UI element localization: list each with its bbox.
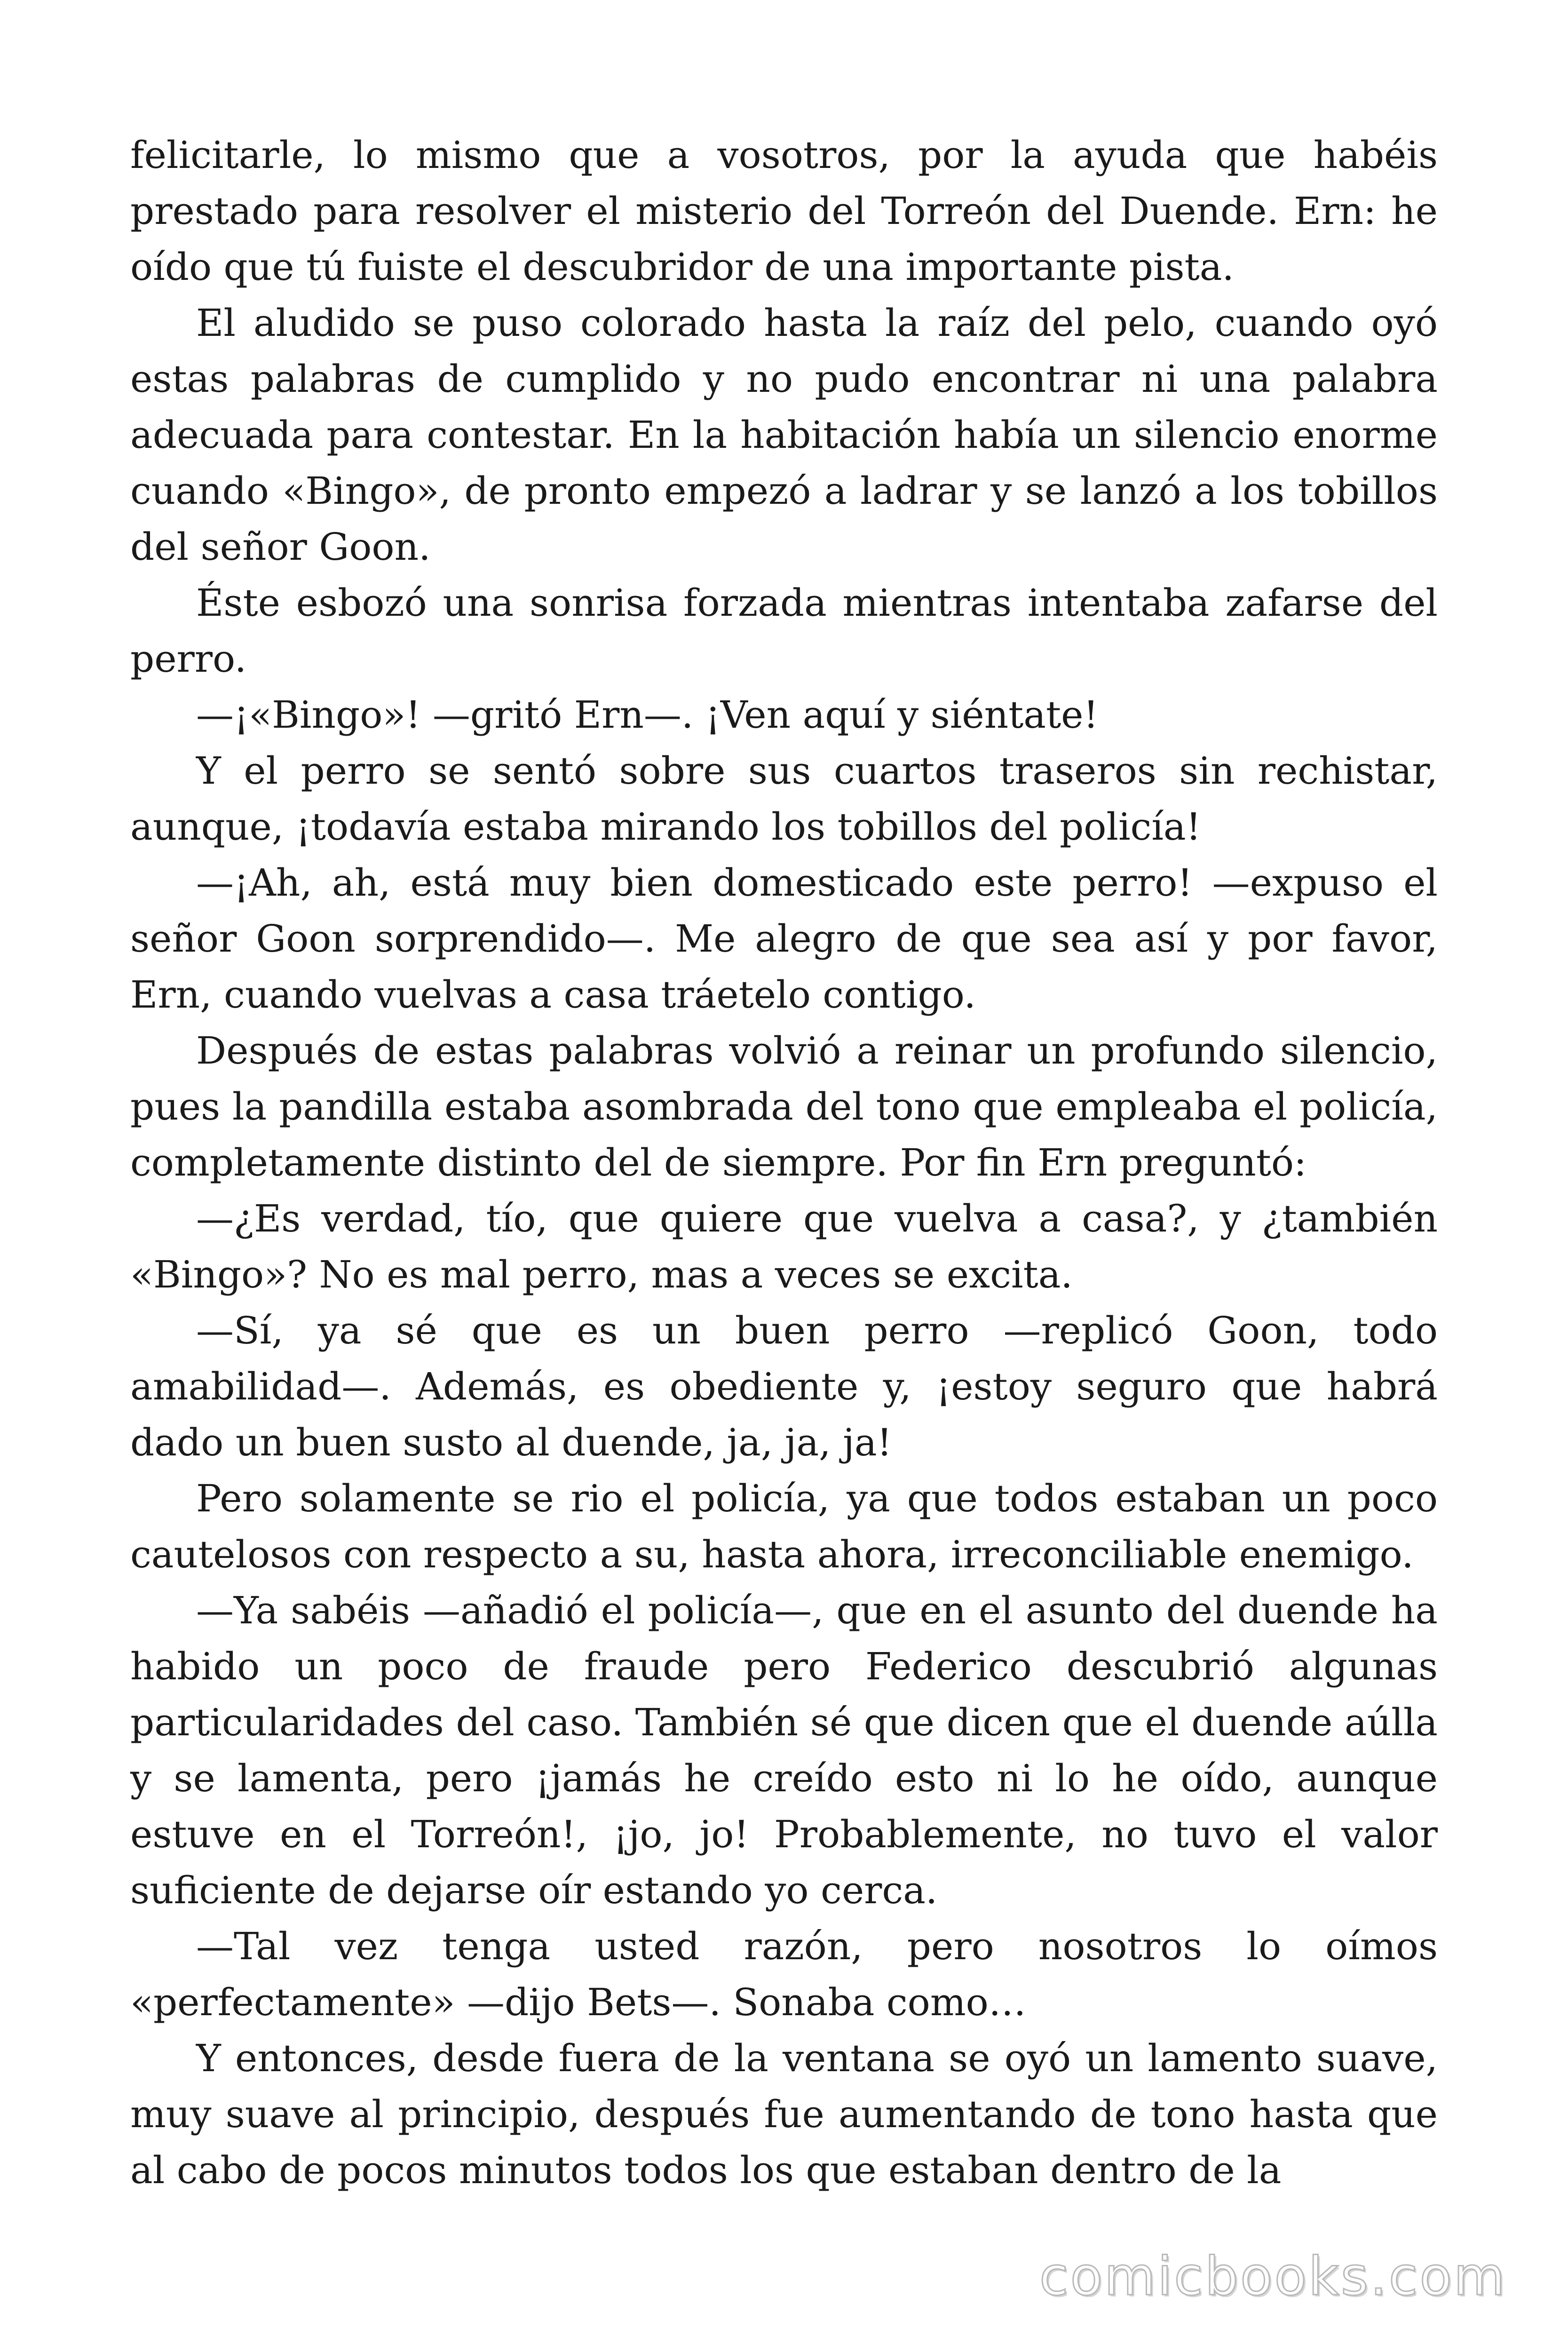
paragraph-9: —Sí, ya sé que es un buen perro —replicó Goon, todo amabilidad—. Además, es obediente y, ¡estoy seguro que habrá dado un buen susto al duende, ja, ja, ja! — [130, 1309, 1438, 1464]
watermark: comicbooks.com — [1039, 2246, 1507, 2307]
paragraph-13: Y entonces, desde fuera de la ventana se oyó un lamento suave, muy suave al principio, después fue aumentando de tono hasta que al cabo de pocos minutos todos los que estaban dentro de la — [130, 2036, 1438, 2192]
body-text — [130, 127, 1438, 2198]
paragraph-2: El aludido se puso colorado hasta la raíz del pelo, cuando oyó estas palabras de cumplido y no pudo encontrar ni una palabra adecuada para contestar. En la habitación había un silencio enorme cuando «Bingo», de pronto empezó a ladrar y se lanzó a los tobillos del señor Goon. — [130, 301, 1438, 569]
paragraph-5: Y el perro se sentó sobre sus cuartos traseros sin rechistar, aunque, ¡todavía estaba mirando los tobillos del policía! — [130, 749, 1438, 849]
paragraph-8: —¿Es verdad, tío, que quiere que vuelva a casa?, y ¿también «Bingo»? No es mal perro, mas a veces se excita. — [130, 1197, 1438, 1296]
paragraph-12: —Tal vez tenga usted razón, pero nosotros lo oímos «perfectamente» —dijo Bets—. Sonaba como… — [130, 1924, 1438, 2024]
paragraph-6: —¡Ah, ah, está muy bien domesticado este perro! —expuso el señor Goon sorprendido—. Me alegro de que sea así y por favor, Ern, cuando vuelvas a casa tráetelo contigo. — [130, 861, 1438, 1017]
paragraph-1: felicitarle, lo mismo que a vosotros, por la ayuda que habéis prestado para resolver el misterio del Torreón del Duende. Ern: he oído que tú fuiste el descubridor de una importante pista. — [130, 133, 1438, 289]
paragraph-4: —¡«Bingo»! —gritó Ern—. ¡Ven aquí y siéntate! — [196, 693, 1099, 737]
paragraph-3: Éste esbozó una sonrisa forzada mientras intentaba zafarse del perro. — [130, 581, 1438, 681]
paragraph-7: Después de estas palabras volvió a reinar un profundo silencio, pues la pandilla estaba asombrada del tono que empleaba el policía, completamente distinto del de siempre. Por fin Ern preguntó: — [130, 1029, 1438, 1184]
paragraph-11: —Ya sabéis —añadió el policía—, que en el asunto del duende ha habido un poco de fraude pero Federico descubrió algunas particularidades del caso. También sé que dicen que el duende aúlla y se lamenta, pero ¡jamás he creído esto ni lo he oído, aunque estuve en el Torreón!, ¡jo, jo! Probablemente, no tuvo el valor suficiente de dejarse oír estando yo cerca. — [130, 1589, 1438, 1912]
paragraph-10: Pero solamente se rio el policía, ya que todos estaban un poco cautelosos con respecto a su, hasta ahora, irreconciliable enemigo. — [130, 1477, 1438, 1576]
